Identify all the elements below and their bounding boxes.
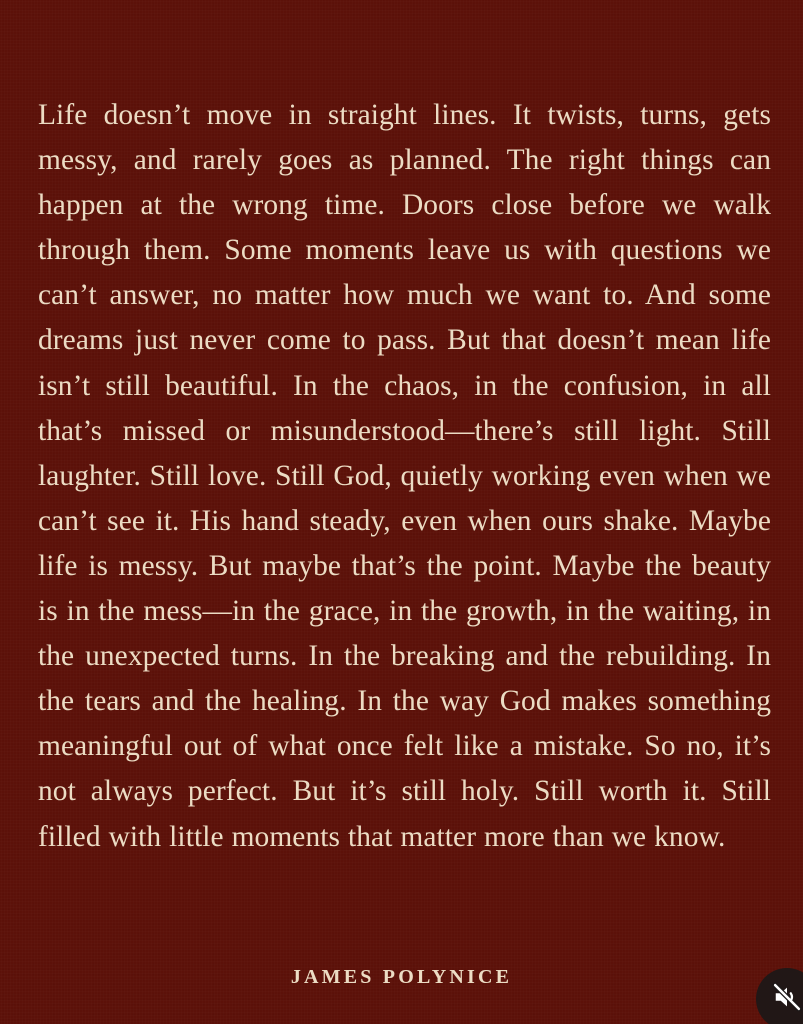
quote-text: Life doesn’t move in straight lines. It twists, turns, gets messy, and rarely goes as planned. The right things can happen at the wrong time. Doors close before we walk through them. Some moments leave us with questions we can’t answer, no matter how much we want to. And some dreams just never come to pass. But that doesn’t mean life isn’t still beautiful. In the chaos, in the confusion, in all that’s missed or misunderstood—there’s still light. Still laughter. Still love. Still God, quietly working even when we can’t see it. His hand steady, even when ours shake. Maybe life is messy. But maybe that’s the point. Maybe the beauty is in the mess—in the grace, in the growth, in the waiting, in the unexpected turns. In the breaking and the rebuilding. In the tears and the healing. In the way God makes something meaningful out of what once felt like a mistake. So no, it’s not always perfect. But it’s still holy. Still worth it. Still filled with little moments that matter more than we know. — [38, 99, 771, 853]
author-name: JAMES POLYNICE — [290, 966, 513, 988]
